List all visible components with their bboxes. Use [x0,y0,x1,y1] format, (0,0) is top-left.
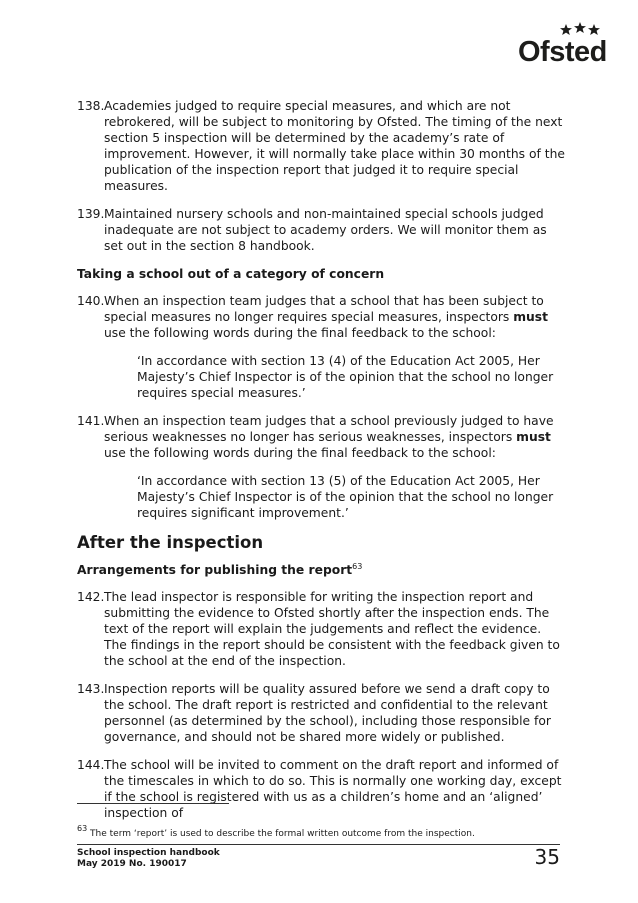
ofsted-logo [510,22,610,78]
page-body [77,98,567,833]
paragraph-text: The lead inspector is responsible for writing the inspection report and submitting the evidence to Ofsted shortly after the inspection ends. The text of the report will explain the judgements and reflect the evidence. The findings in the report should be consistent with the feedback given to the school at the end of the inspection. [104,590,560,668]
footer-divider [77,844,560,845]
paragraph-141 [77,413,567,461]
paragraph-138 [77,98,567,194]
footer-title: School inspection handbook [77,848,220,858]
footnote-number: 63 [77,824,88,833]
page-number: 35 [534,845,560,869]
paragraph-text: Academies judged to require special measures, and which are not rebrokered, will be subject to monitoring by Ofsted. The timing of the next section 5 inspection will be determined by the academy’s rate of improvement. However, it will normally take place within 30 months of the publication of the inspection report that judged it to require special measures. [104,99,565,193]
paragraph-text: Maintained nursery schools and non-maintained special schools judged inadequate are not subject to academy orders. We will monitor them as set out in the section 8 handbook. [104,207,547,253]
paragraph-number: 143. [77,682,105,696]
paragraph-number: 144. [77,758,105,772]
paragraph-number: 142. [77,590,105,604]
paragraph-142 [77,589,567,669]
emphasis-must: must [516,430,551,444]
footnote-ref[interactable]: 63 [352,562,363,571]
footer-date: May 2019 No. 190017 [77,859,187,869]
heading-publishing-report [77,562,567,578]
footnote [77,824,475,840]
paragraph-144 [77,757,567,821]
heading-after-inspection: After the inspection [77,533,264,552]
paragraph-number: 140. [77,294,105,308]
quote-140: ‘In accordance with section 13 (4) of the Education Act 2005, Her Majesty’s Chief Inspector is of the opinion that the school no longer requires special measures.’ [137,354,554,400]
paragraph-text: The school will be invited to comment on the draft report and informed of the timescales in which to do so. This is normally one working day, except if the school is registered with us as a children’s home and an ‘aligned’ inspection of [104,758,562,820]
logo-wordmark: Ofsted [518,36,607,68]
paragraph-140 [77,293,567,341]
paragraph-143 [77,681,567,745]
footnote-divider [77,803,229,804]
paragraph-text-start: When an inspection team judges that a school previously judged to have serious weaknesses no longer has serious weaknesses, inspectors [104,414,554,444]
paragraph-text-start: When an inspection team judges that a school that has been subject to special measures no longer requires special measures, inspectors [104,294,544,324]
emphasis-must: must [513,310,548,324]
paragraph-number: 141. [77,414,105,428]
heading-category-of-concern: Taking a school out of a category of concern [77,267,385,281]
footnote-text: The term ‘report’ is used to describe the formal written outcome from the inspection. [87,829,475,839]
paragraph-text-end: use the following words during the final feedback to the school: [104,446,496,460]
quote-141: ‘In accordance with section 13 (5) of the Education Act 2005, Her Majesty’s Chief Inspector is of the opinion that the school no longer requires significant improvement.’ [137,474,554,520]
paragraph-139 [77,206,567,254]
heading-text: Arrangements for publishing the report [77,563,353,577]
paragraph-number: 139. [77,207,105,221]
paragraph-number: 138. [77,99,105,113]
paragraph-text-end: use the following words during the final feedback to the school: [104,326,496,340]
paragraph-text: Inspection reports will be quality assured before we send a draft copy to the school. The draft report is restricted and confidential to the relevant personnel (as determined by the school), including those responsible for governance, and should not be shared more widely or published. [104,682,551,744]
